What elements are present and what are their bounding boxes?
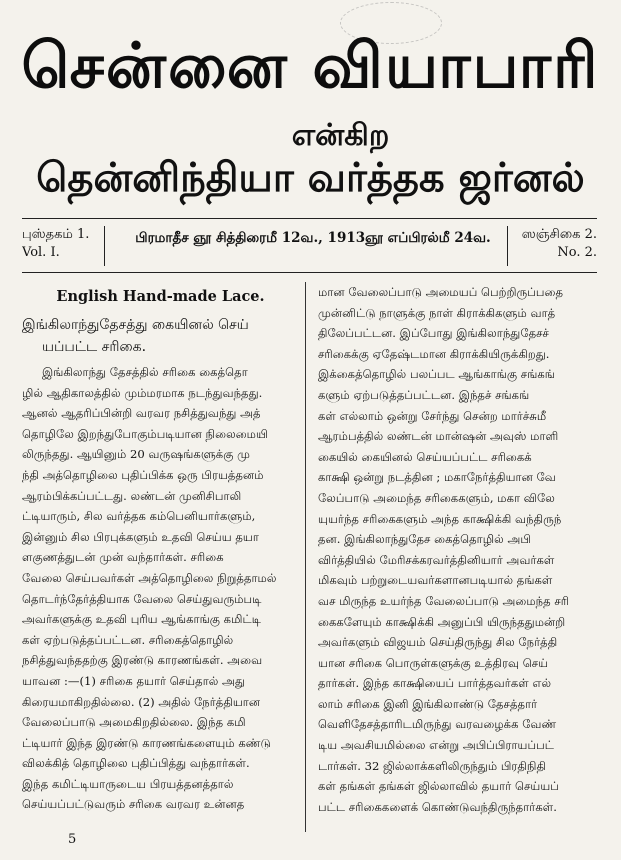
body-line: பட்ட சரிகைகளைக் கொண்டுவந்திருந்தார்கள். bbox=[318, 799, 557, 814]
body-line: யான சரிகை பொருள்களுக்கு உத்திரவு செய் bbox=[318, 655, 549, 670]
body-line: தொடர்ந்தேர்த்தியாக வேலை செய்துவரும்படி bbox=[22, 591, 262, 606]
body-line: யாவன :—(1) சரிகை தயார் செய்தால் அது bbox=[22, 673, 245, 688]
body-line: களும் ஏற்படுத்தப்பட்டன. இந்தச் சங்கங் bbox=[318, 387, 530, 402]
body-line: அவர்களுக்கு உதவி புரிய ஆங்காங்கு கமிட்டி bbox=[22, 612, 261, 627]
page-number: 5 bbox=[68, 832, 77, 847]
article-body-right bbox=[318, 282, 595, 817]
heading-tamil-line: யப்பட்ட சரிகை. bbox=[42, 339, 147, 355]
volume-bracket bbox=[104, 226, 105, 266]
body-line: ஆனல் ஆதரிப்பின்றி வரவர நசித்துவந்து அத் bbox=[22, 406, 261, 421]
masthead bbox=[0, 0, 621, 215]
body-line: மான வேலைப்பாடு அமையப் பெற்றிருப்பதை bbox=[318, 285, 564, 299]
article-heading-tamil bbox=[22, 314, 299, 358]
body-line: லிருந்தது. ஆயினும் 20 வருஷங்களுக்கு மு bbox=[22, 447, 250, 462]
number-block bbox=[507, 226, 597, 262]
body-line: செய்யப்பட்டுவரும் சரிகை வரவர உன்னத bbox=[22, 797, 245, 812]
body-line: டார்கள். 32 ஜில்லாக்களிலிருந்தும் பிரதிநிதி bbox=[318, 758, 546, 773]
body-line: மிகவும் பற்றுடையவர்களானபடியால் தங்கள் bbox=[318, 573, 553, 588]
masthead-rule-top bbox=[22, 218, 597, 219]
number-tamil: ஸஞ்சிகை 2. bbox=[521, 227, 597, 242]
newspaper-subtitle: தென்னிந்தியா வர்த்தக ஜர்னல் bbox=[36, 154, 585, 201]
body-line: ட்டியாரும், சில வர்த்தக கம்பெனியார்களும், bbox=[22, 509, 256, 524]
body-line: கள் எல்லாம் ஒன்று சேர்ந்து சென்ற மார்ச்சுமீ bbox=[318, 408, 547, 423]
newspaper-title: சென்னை வியாபாரி bbox=[21, 29, 600, 102]
article-heading-english: English Hand-made Lace. bbox=[56, 288, 265, 305]
body-line: ஆரம்பிக்கப்பட்டது. லண்டன் முனிசிபாலி bbox=[22, 488, 242, 503]
body-line: ட்டியார் இந்த இரண்டு காரணங்களையும் கண்டு bbox=[22, 735, 271, 750]
body-line: தார்கள். இந்த காக்ஷியைப் பார்த்தவர்கள் எல் bbox=[318, 676, 552, 691]
body-line: வெளிதேசத்தாரிடமிருந்து வரவழைக்க வேண் bbox=[318, 717, 557, 732]
body-line: லேப்பாடு அமைந்த சரிகைகளும், மகா விலே bbox=[318, 490, 555, 505]
newspaper-title-connector: என்கிற bbox=[291, 118, 390, 153]
body-line: இங்கிலாந்து தேசத்தில் சரிகை கைத்தொ bbox=[42, 365, 248, 379]
body-line: ழில் ஆதிகாலத்தில் மும்மரமாக நடந்துவந்தது. bbox=[22, 385, 263, 400]
body-line: தொழிலே இறந்துபோகும்படியான நிலைமையி bbox=[22, 426, 268, 441]
body-line: கைகளேயும் காக்ஷிக்கி அனுப்பி யிருந்ததுமன்றி bbox=[318, 614, 566, 629]
number-english: No. 2. bbox=[557, 245, 597, 260]
body-line: யுயர்ந்த சரிகைகளும் அந்த காக்ஷிக்கி வந்திருந் bbox=[318, 511, 562, 526]
masthead-rule-bottom bbox=[22, 272, 597, 273]
article-column-right bbox=[318, 282, 595, 842]
body-line: ந்தி அத்தொழிலை புதிப்பிக்க ஒரு பிரயத்தனம் bbox=[22, 467, 264, 482]
body-line: ஆரம்பத்தில் லண்டன் மான்ஷன் அவுஸ் மாளி bbox=[318, 429, 559, 444]
article-body-left bbox=[22, 362, 299, 815]
body-line: கள் ஏற்படுத்தப்பட்டன. சரிகைத்தொழில் bbox=[22, 632, 234, 647]
body-line: ளகுணத்துடன் முன் வந்தார்கள். சரிகை bbox=[22, 550, 224, 565]
body-line: அவர்களும் விஜயம் செய்திருந்து சில நேர்த்தி bbox=[318, 635, 558, 650]
body-line: விர்த்தியில் மேரிசக்கரவர்த்தினியார் அவர்கள் bbox=[318, 552, 555, 567]
volume-block bbox=[22, 226, 107, 262]
body-line: வேலை செய்பவர்கள் அத்தொழிலை நிறுத்தாமல் bbox=[22, 570, 277, 585]
volume-tamil: புஸ்தகம் 1. bbox=[22, 227, 90, 242]
body-line: காக்ஷி ஒன்று நடத்தின ; மகாநேர்த்தியான வே bbox=[318, 470, 556, 485]
body-line: லாம் சரிகை இனி இங்கிலாண்டு தேசத்தார் bbox=[318, 696, 538, 711]
body-line: வேலைப்பாடு அமைகிறதில்லை. இந்த கமி bbox=[22, 715, 246, 730]
column-divider bbox=[305, 282, 306, 832]
body-line: முன்னிட்டு நாளுக்கு நாள் கிராக்கிகளும் வாத் bbox=[318, 305, 556, 320]
body-line: கள் தங்கள் தங்கள் ஜில்லாவில் தயார் செய்யப் bbox=[318, 779, 559, 794]
body-line: கையில் கையினல் செய்யப்பட்ட சரிகைக் bbox=[318, 449, 532, 464]
body-line: இன்னும் சில பிரபுக்களும் உதவி செய்ய தயா bbox=[22, 529, 259, 544]
issue-info-bar bbox=[22, 224, 597, 268]
issue-date: பிரமாதீச ஞூ சித்திரைமீ 12வ., 1913ஞூ எப்பிரல்மீ 24வ. bbox=[135, 230, 491, 246]
body-line: திலேப்பட்டன. இப்போது இங்கிலாந்துதேசச் bbox=[318, 326, 549, 341]
body-line: விலக்கித் தொழிலை புதிப்பித்து வந்தார்கள். bbox=[22, 756, 250, 771]
article-column-left bbox=[22, 282, 299, 842]
body-line: இக்கைத்தொழில் பலப்பட ஆங்காங்கு சங்கங் bbox=[318, 367, 555, 382]
volume-english: Vol. I. bbox=[22, 245, 60, 260]
body-line: சரிகைக்கு ஏதேஷ்டமான கிராக்கியிருக்கிறது. bbox=[318, 346, 550, 361]
number-bracket bbox=[507, 226, 508, 266]
body-line: டிய அவசியமில்லை என்று அபிப்பிராயப்பட் bbox=[318, 738, 554, 753]
body-line: நசித்துவந்ததற்கு இரண்டு காரணங்கள். அவை bbox=[22, 653, 263, 668]
body-line: கிரையமாகிறதில்லை. (2) அதில் நேர்த்தியான bbox=[22, 694, 261, 709]
body-line: வச மிருந்த உயர்ந்த வேலைப்பாடு அமைந்த சரி bbox=[318, 593, 570, 608]
heading-tamil-line: இங்கிலாந்துதேசத்து கையினல் செய் bbox=[22, 317, 249, 333]
body-line: இந்த கமிட்டியாருடைய பிரயத்தனத்தால் bbox=[22, 776, 234, 791]
body-line: தன. இங்கிலாந்துதேச கைத்தொழில் அபி bbox=[318, 532, 531, 547]
